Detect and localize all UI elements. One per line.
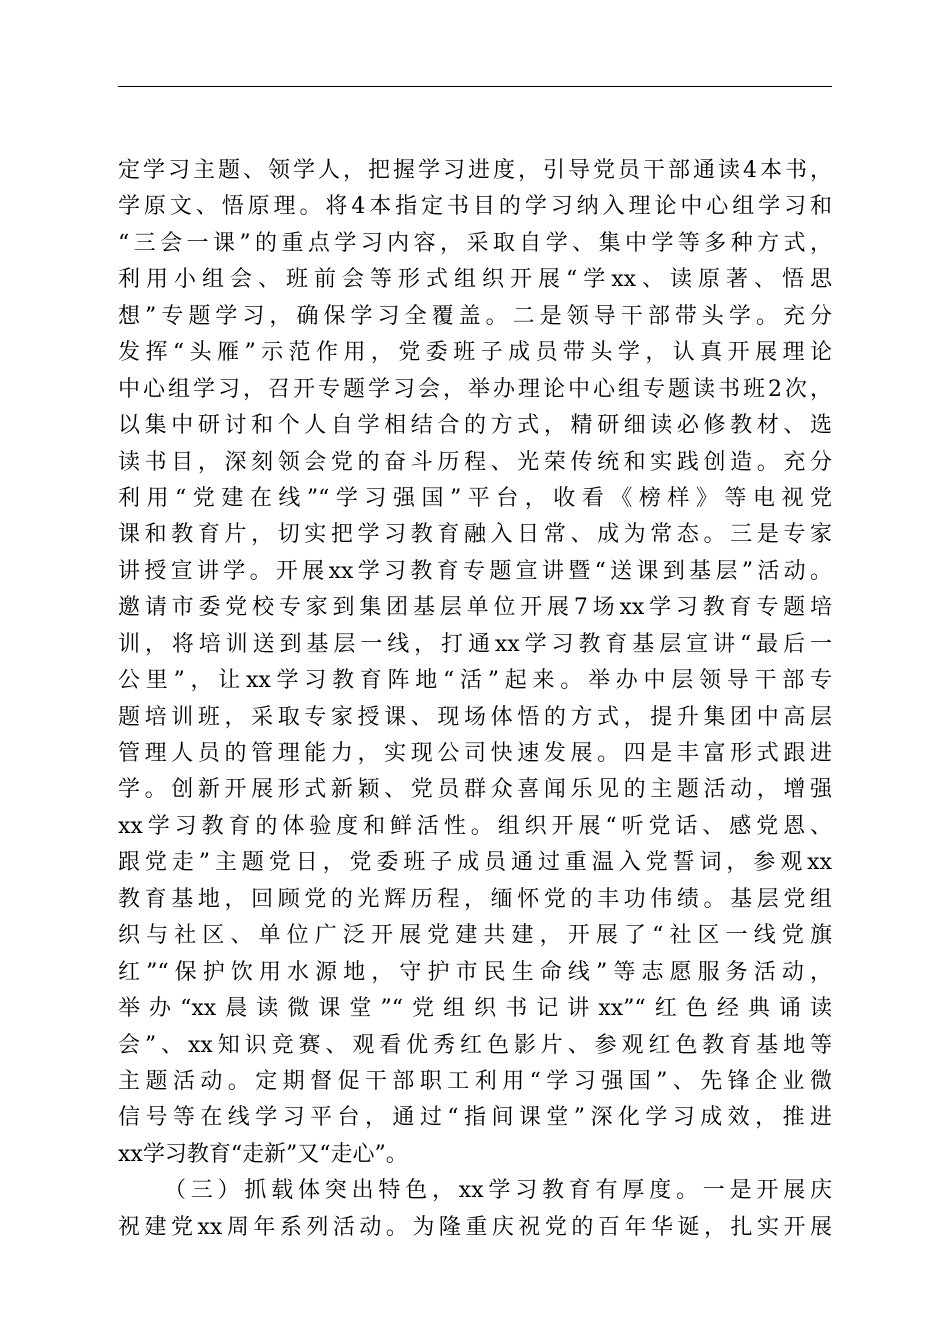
text-line: 讲授宣讲学。开展xx学习教育专题宣讲暨“送课到基层”活动。 — [118, 558, 832, 584]
text-line: 管理人员的管理能力，实现公司快速发展。四是丰富形式跟进 — [118, 741, 832, 766]
paragraph-end-line: xx学习教育“走新”又“走心”。 — [118, 1141, 408, 1167]
text-line: 教育基地，回顾党的光辉历程，缅怀党的丰功伟绩。基层党组 — [118, 886, 832, 912]
text-line: 织与社区、单位广泛开展党建共建，开展了“社区一线党旗 — [118, 923, 832, 949]
header-rule — [118, 86, 832, 87]
text-line: 定学习主题、领学人，把握学习进度，引导党员干部通读4本书， — [118, 158, 832, 183]
text-line: 举办“xx晨读微课堂”“党组织书记讲xx”“红色经典诵读 — [118, 996, 832, 1022]
section-heading-line: （三）抓载体突出特色，xx学习教育有厚度。一是开展庆 — [164, 1178, 832, 1204]
text-line: 红”“保护饮用水源地，守护市民生命线”等志愿服务活动， — [118, 959, 832, 985]
text-line: “三会一课”的重点学习内容，采取自学、集中学等多种方式， — [118, 230, 832, 256]
text-line: 跟党走”主题党日，党委班子成员通过重温入党誓词，参观xx — [118, 850, 832, 876]
text-line: 训，将培训送到基层一线，打通xx学习教育基层宣讲“最后一 — [118, 631, 832, 657]
text-line: 中心组学习，召开专题学习会，举办理论中心组专题读书班2次， — [118, 376, 832, 402]
text-line: 利用“党建在线”“学习强国”平台，收看《榜样》等电视党 — [118, 485, 832, 511]
text-line: 以集中研讨和个人自学相结合的方式，精研细读必修教材、选 — [118, 413, 832, 439]
text-line: 祝建党xx周年系列活动。为隆重庆祝党的百年华诞，扎实开展 — [118, 1214, 832, 1240]
text-line: 课和教育片，切实把学习教育融入日常、成为常态。三是专家 — [118, 522, 832, 548]
text-line: 邀请市委党校专家到集团基层单位开展7场xx学习教育专题培 — [118, 595, 832, 621]
text-line: 主题活动。定期督促干部职工利用“学习强国”、先锋企业微 — [118, 1068, 832, 1094]
text-line: 公里”，让xx学习教育阵地“活”起来。举办中层领导干部专 — [118, 668, 832, 694]
document-body — [118, 153, 832, 1246]
text-line: 学。创新开展形式新颖、党员群众喜闻乐见的主题活动，增强 — [118, 777, 832, 803]
text-line: 利用小组会、班前会等形式组织开展“学xx、读原著、悟思 — [118, 267, 832, 293]
text-line: 题培训班，采取专家授课、现场体悟的方式，提升集团中高层 — [118, 704, 832, 730]
text-line: 读书目，深刻领会党的奋斗历程、光荣传统和实践创造。充分 — [118, 449, 832, 475]
text-line: 学原文、悟原理。将4本指定书目的学习纳入理论中心组学习和 — [118, 194, 832, 220]
text-line: xx学习教育的体验度和鲜活性。组织开展“听党话、感党恩、 — [118, 813, 832, 839]
text-line: 想”专题学习，确保学习全覆盖。二是领导干部带头学。充分 — [118, 303, 832, 329]
text-line: 发挥“头雁”示范作用，党委班子成员带头学，认真开展理论 — [118, 340, 832, 366]
text-line: 信号等在线学习平台，通过“指间课堂”深化学习成效，推进 — [118, 1105, 832, 1131]
text-line: 会”、xx知识竞赛、观看优秀红色影片、参观红色教育基地等 — [118, 1032, 832, 1058]
